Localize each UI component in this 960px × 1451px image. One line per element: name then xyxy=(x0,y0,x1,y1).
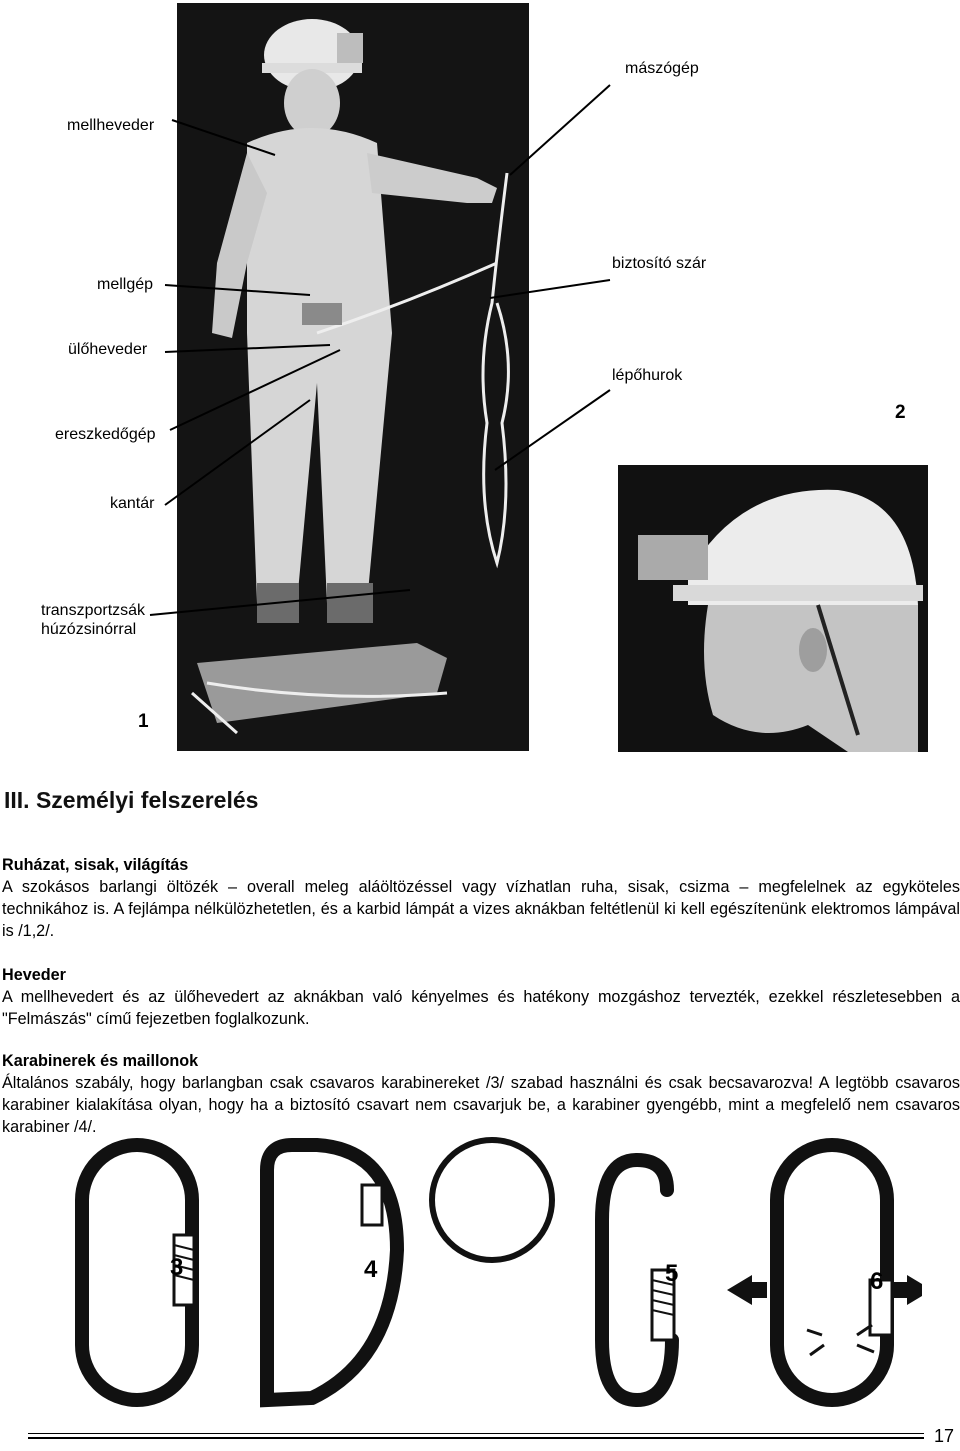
label-mellgep: mellgép xyxy=(97,276,154,293)
carabiner-number-3: 3 xyxy=(170,1254,184,1281)
section-title: Ruházat, sisak, világítás xyxy=(2,856,189,874)
label-uloheveder: ülőheveder xyxy=(68,341,148,358)
carabiner-drawings xyxy=(62,1130,922,1420)
section-text: A mellhevedert és az ülőhevedert az aknákban való kényelmes és hatékony mozgáshoz tervezték, ezekkel részletesebben a "Felmászás" című fejezetben foglalkozunk. xyxy=(2,988,960,1028)
carabiner-number-6: 6 xyxy=(870,1268,884,1295)
figure-number-1: 1 xyxy=(138,711,149,732)
label-ereszkedogep: ereszkedőgép xyxy=(55,426,156,443)
footer-rule xyxy=(28,1437,924,1439)
label-biztosito-szar: biztosító szár xyxy=(612,255,707,272)
footer-rule xyxy=(28,1433,924,1434)
section-harness xyxy=(2,964,960,1030)
carabiner-number-4: 4 xyxy=(364,1256,378,1283)
figure-number-2: 2 xyxy=(895,402,906,423)
label-maszogep: mászógép xyxy=(625,60,699,77)
section-clothing xyxy=(2,854,960,942)
section-text: A szokásos barlangi öltözék – overall meleg aláöltözéssel vagy vízhatlan ruha, sisak, csizma – megfelelnek az egyköteles technikához is. A fejlámpa nélkülözhetetlen, és a karbid lámpát a vizes aknákban feltétlenül ki kell egészítenünk elektromos lámpával is /1,2/. xyxy=(2,878,960,940)
section-title: Karabinerek és maillonok xyxy=(2,1052,199,1070)
caver-photo xyxy=(177,3,529,751)
label-transzportzsak-line1: transzportzsák xyxy=(41,602,146,619)
label-lepohurok: lépőhurok xyxy=(612,367,683,384)
helmet-photo xyxy=(618,465,928,752)
label-transzportzsak-line2: húzózsinórral xyxy=(41,621,137,638)
section-title: Heveder xyxy=(2,966,66,984)
label-kantar: kantár xyxy=(110,495,155,512)
page-number: 17 xyxy=(934,1426,955,1446)
section-carabiners xyxy=(2,1050,960,1138)
carabiner-number-5: 5 xyxy=(665,1260,679,1287)
section-text: Általános szabály, hogy barlangban csak csavaros karabinereket /3/ szabad használni és csak becsavarozva! A legtöbb csavaros karabiner kialakítása olyan, hogy ha a biztosító csavart nem csavarjuk be, a karabiner gyengébb, mint a megfelelő nem csavaros karabiner /4/. xyxy=(2,1074,960,1136)
label-mellheveder: mellheveder xyxy=(67,117,155,134)
carabiner-figure xyxy=(62,1130,922,1420)
page-heading: III. Személyi felszerelés xyxy=(4,787,259,813)
